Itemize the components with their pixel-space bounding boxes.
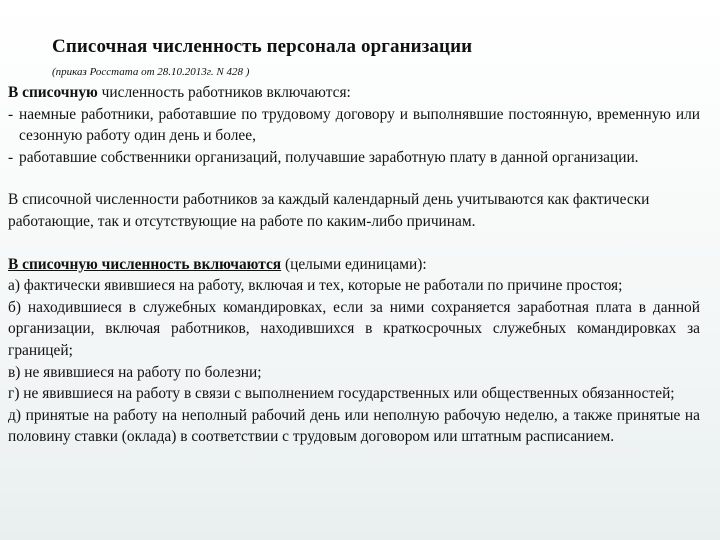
list-item: г) не явившиеся на работу в связи с выполнением государственных или общественных обязанностей; [8, 385, 675, 403]
section3-lead: В списочную численность включаются [8, 255, 282, 273]
list-item [8, 104, 700, 147]
list-item: в) не явившиеся на работу по болезни; [8, 363, 262, 381]
section3-rest: (целыми единицами): [281, 255, 427, 273]
list-item-text: наемные работники, работавшие по трудовому договору и выполнявшие постоянную, временную или сезонную работу один день и более, [19, 105, 700, 145]
section1-intro [8, 82, 700, 104]
dash-bullet: - [8, 148, 14, 166]
page-title: Списочная численность персонала организации [52, 36, 473, 57]
list-item [8, 147, 700, 169]
section1-lead: В списочную [8, 84, 98, 101]
list-item: б) находившиеся в служебных командировках, если за ними сохраняется заработная плата в данной организации, включая работников, находившихся в краткосрочных служебных командировках за границей; [8, 298, 700, 359]
list-item: а) фактически явившиеся на работу, включая и тех, которые не работали по причине простоя; [8, 277, 623, 295]
list-item-text: работавшие собственники организаций, получавшие заработную плату в данной организации. [19, 148, 639, 166]
document-body [8, 82, 700, 448]
spacer [8, 168, 700, 189]
list-item: д) принятые на работу на неполный рабочий день или неполную рабочую неделю, а также принятые на половину ставки (оклада) в соответствии с трудовым договором или штатным расписанием. [8, 406, 700, 446]
dash-bullet: - [8, 105, 14, 123]
section3-intro [8, 254, 700, 276]
section1-rest: численность работников включаются: [97, 84, 351, 101]
section2-text: В списочной численности работников за каждый календарный день учитываются как фактически работающие, так и отсутствующие на работе по каким-либо причинам. [8, 191, 650, 230]
spacer [8, 233, 700, 254]
source-note: (приказ Росстата от 28.10.2013г. N 428 ) [52, 66, 250, 78]
